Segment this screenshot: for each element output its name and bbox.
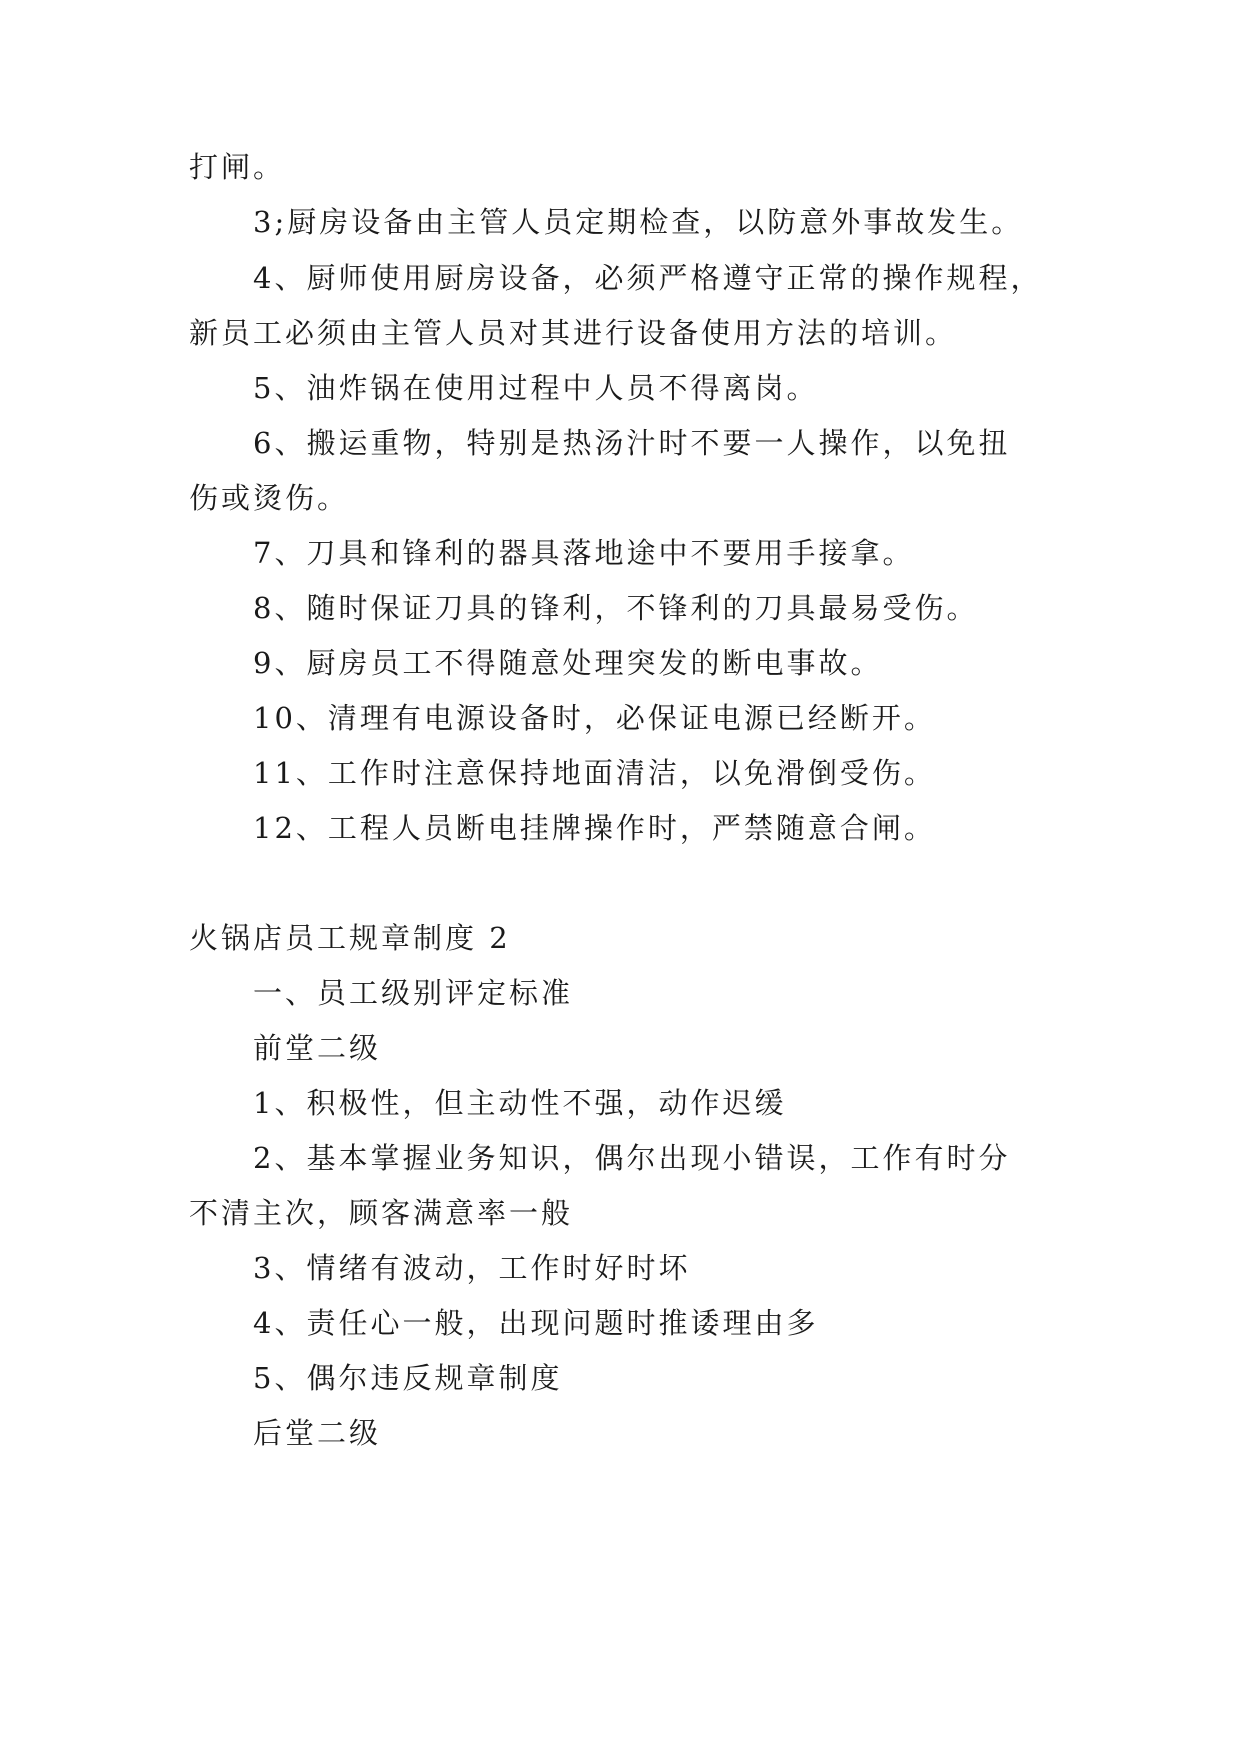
rule-item-3: 3;厨房设备由主管人员定期检查，以防意外事故发生。 bbox=[253, 205, 1024, 239]
section-title: 火锅店员工规章制度 2 bbox=[189, 921, 511, 955]
section-heading: 一、员工级别评定标准 bbox=[253, 976, 574, 1010]
rule-item-8: 8、随时保证刀具的锋利，不锋利的刀具最易受伤。 bbox=[253, 591, 979, 625]
rule-item-11: 11、工作时注意保持地面清洁，以免滑倒受伤。 bbox=[253, 756, 936, 790]
criteria-item-5: 5、偶尔违反规章制度 bbox=[253, 1361, 563, 1395]
rule-item-4-continuation: 新员工必须由主管人员对其进行设备使用方法的培训。 bbox=[189, 316, 958, 350]
criteria-item-3: 3、情绪有波动，工作时好时坏 bbox=[253, 1251, 691, 1285]
rule-item-7: 7、刀具和锋利的器具落地途中不要用手接拿。 bbox=[253, 536, 915, 570]
paragraph-continuation: 打闸。 bbox=[189, 150, 286, 184]
subheading-back-kitchen: 后堂二级 bbox=[253, 1416, 382, 1450]
subheading-front-hall: 前堂二级 bbox=[253, 1031, 382, 1065]
criteria-item-1: 1、积极性，但主动性不强，动作迟缓 bbox=[253, 1086, 787, 1120]
rule-item-4: 4、厨师使用厨房设备，必须严格遵守正常的操作规程， bbox=[253, 261, 1043, 295]
rule-item-9: 9、厨房员工不得随意处理突发的断电事故。 bbox=[253, 646, 883, 680]
criteria-item-4: 4、责任心一般，出现问题时推诿理由多 bbox=[253, 1306, 819, 1340]
rule-item-5: 5、油炸锅在使用过程中人员不得离岗。 bbox=[253, 371, 819, 405]
criteria-item-2: 2、基本掌握业务知识，偶尔出现小错误，工作有时分 bbox=[253, 1141, 1011, 1175]
rule-item-10: 10、清理有电源设备时，必保证电源已经断开。 bbox=[253, 701, 936, 735]
rule-item-6: 6、搬运重物，特别是热汤汁时不要一人操作，以免扭 bbox=[253, 426, 1011, 460]
rule-item-12: 12、工程人员断电挂牌操作时，严禁随意合闸。 bbox=[253, 811, 936, 845]
criteria-item-2-continuation: 不清主次，顾客满意率一般 bbox=[189, 1196, 574, 1230]
rule-item-6-continuation: 伤或烫伤。 bbox=[189, 481, 350, 515]
